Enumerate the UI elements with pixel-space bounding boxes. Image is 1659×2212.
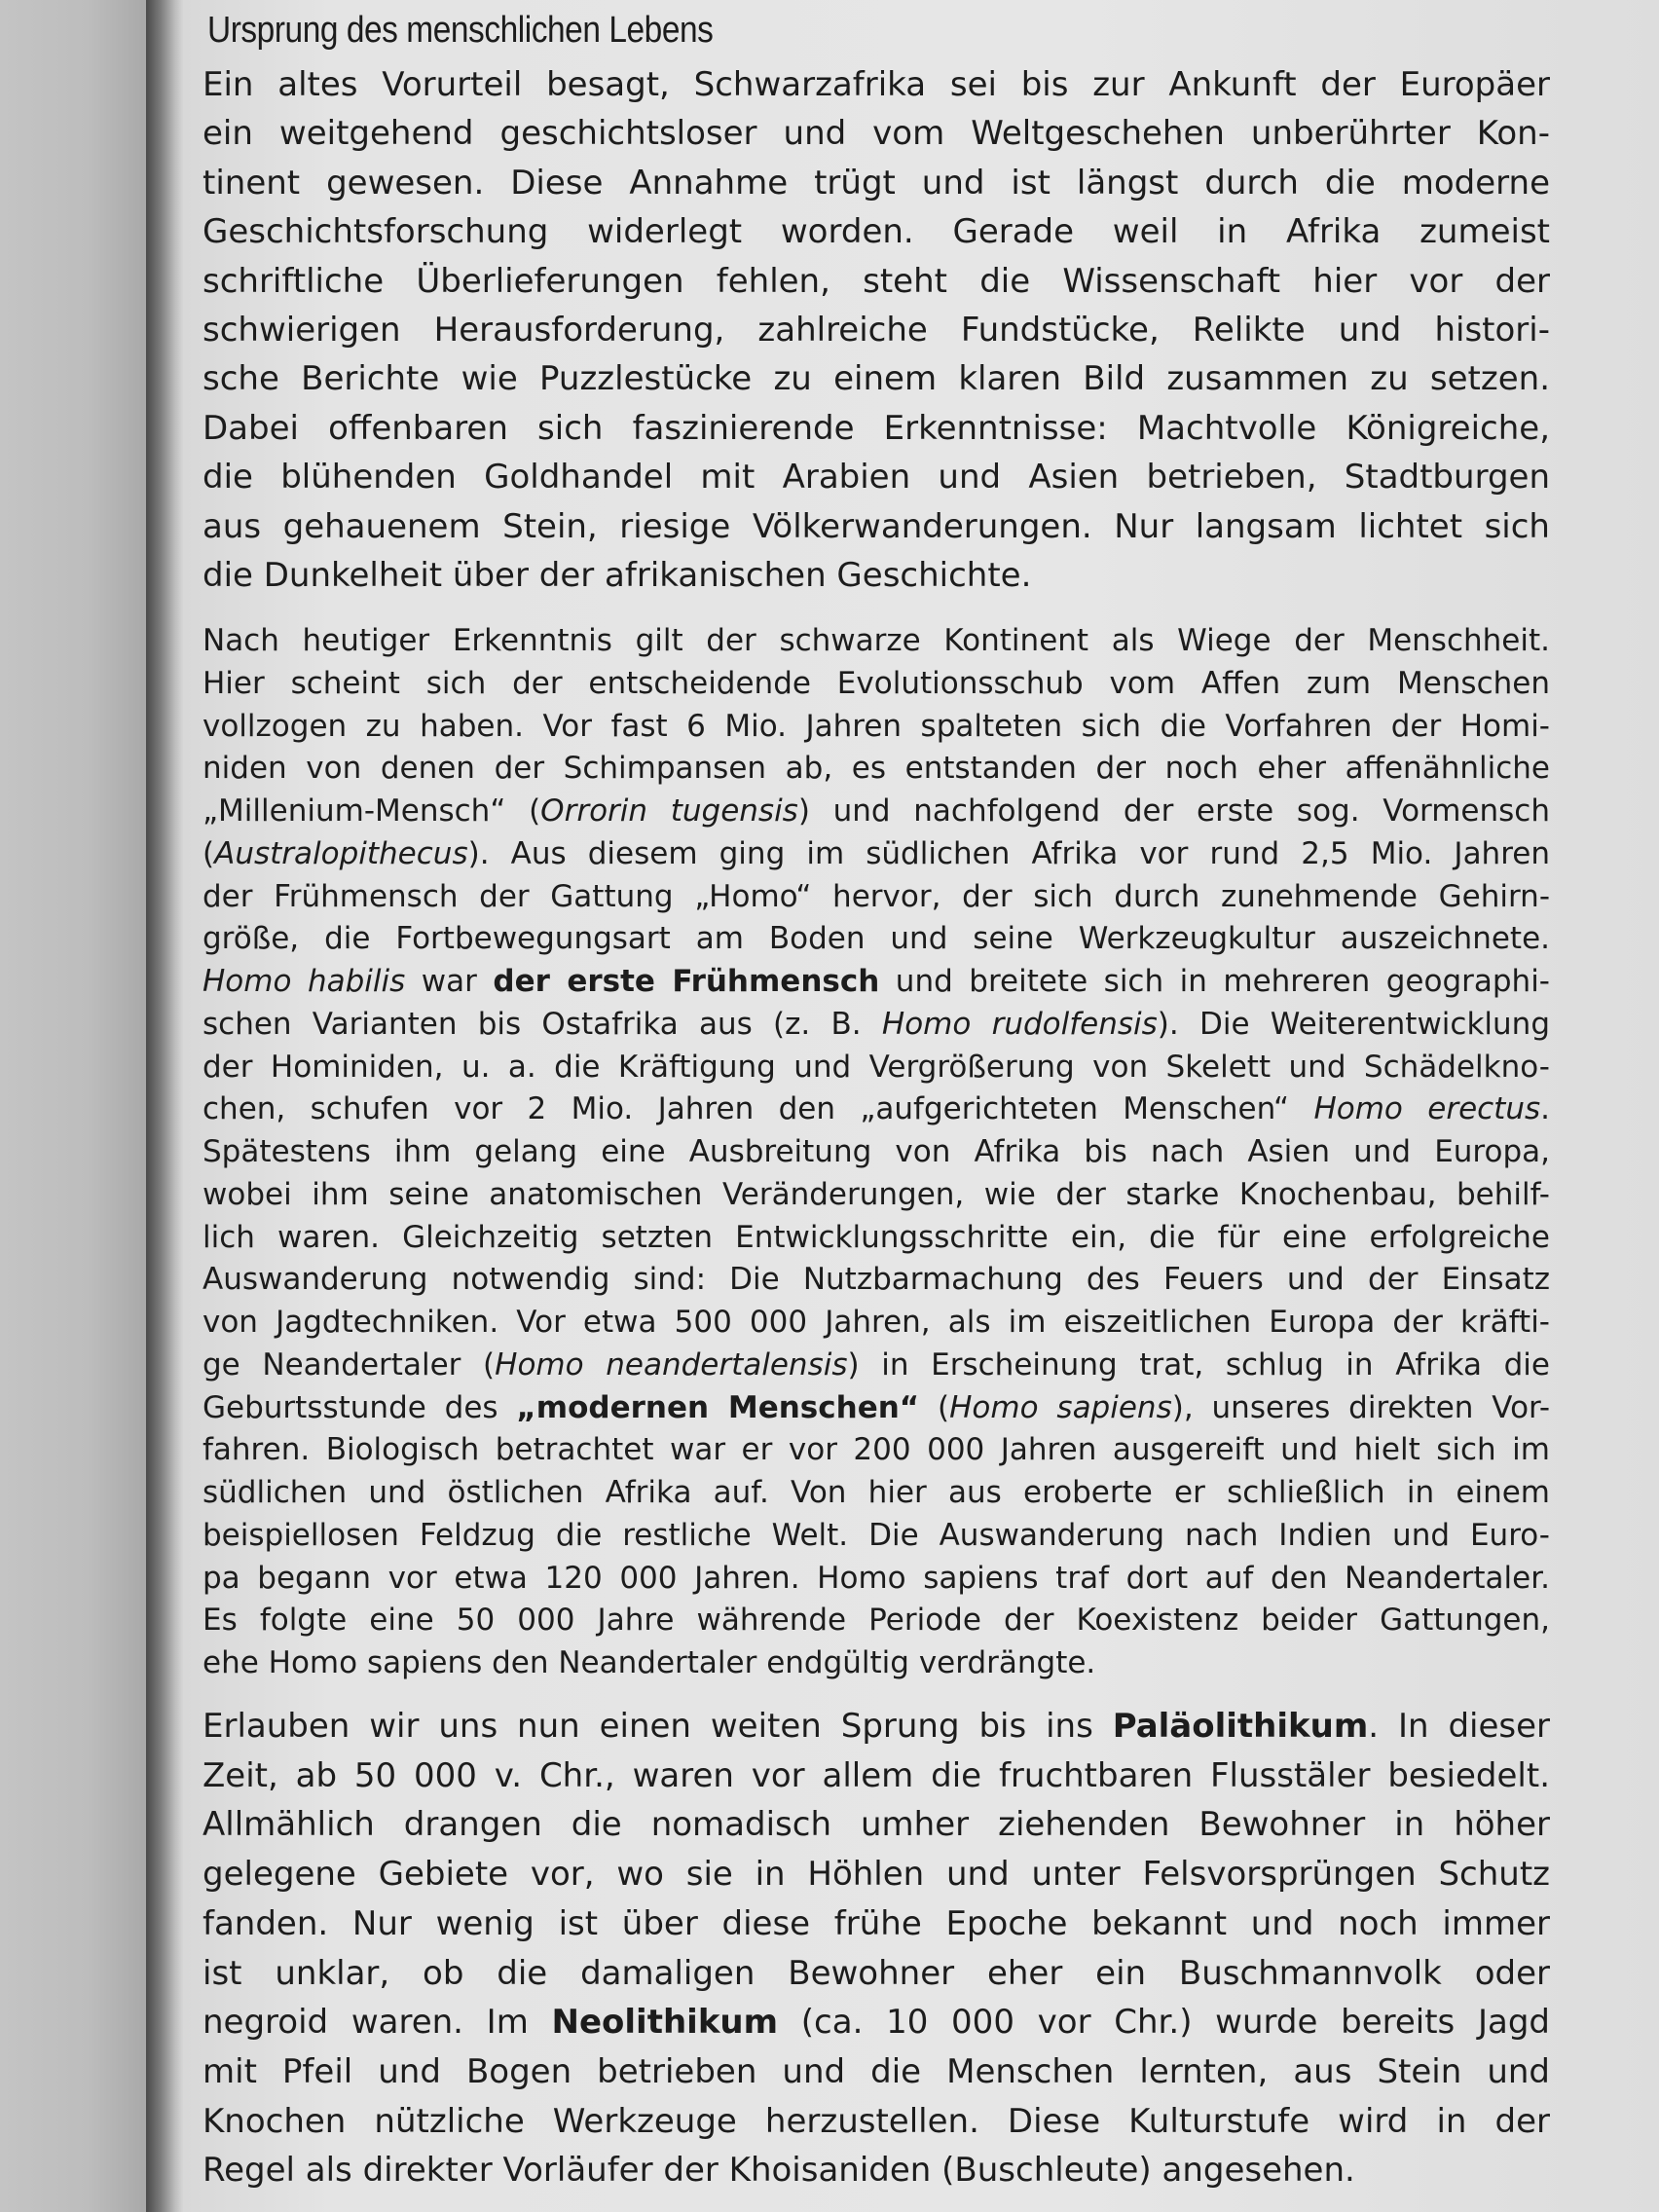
text-run: Nach heutiger Erkenntnis gilt der schwarze Kontinent als Wiege der Menschheit. xyxy=(203,623,1550,658)
text-run: ein weitgehend geschichtsloser und vom Weltgeschehen unberührter Kon- xyxy=(203,114,1550,154)
text-run: war xyxy=(405,964,494,999)
text-run: Erlauben wir uns nun einen weiten Sprung bis ins xyxy=(203,1707,1113,1746)
text-run: . In dieser xyxy=(1368,1707,1550,1746)
text-line xyxy=(203,1302,1550,1345)
text-line xyxy=(203,1472,1550,1515)
text-run: tinent gewesen. Diese Annahme trügt und ist längst durch die moderne xyxy=(203,163,1550,203)
text-line xyxy=(203,1345,1550,1387)
text-line xyxy=(203,1088,1550,1131)
text-line xyxy=(203,876,1550,919)
text-run: südlichen und östlichen Afrika auf. Von hier aus eroberte er schließlich in einem xyxy=(203,1475,1550,1510)
text-run: gelegene Gebiete vor, wo sie in Höhlen und unter Felsvorsprüngen Schutz xyxy=(203,1855,1550,1895)
bold-term: Neolithikum xyxy=(551,2003,779,2043)
text-line xyxy=(203,620,1550,663)
text-line xyxy=(203,1850,1550,1899)
text-line xyxy=(203,453,1550,501)
text-run: niden von denen der Schimpansen ab, es entstanden der noch eher affenähnliche xyxy=(203,751,1550,787)
text-line xyxy=(203,1429,1550,1472)
text-run: größe, die Fortbewegungsart am Boden und seine Werkzeugkultur auszeichnete. xyxy=(203,921,1550,957)
text-run: schriftliche Überlieferungen fehlen, steht die Wissenschaft hier vor der xyxy=(203,261,1550,301)
text-line xyxy=(203,663,1550,706)
text-line xyxy=(203,791,1550,833)
text-line xyxy=(203,502,1550,551)
text-run: ( xyxy=(919,1389,950,1425)
text-run: Ein altes Vorurteil besagt, Schwarzafrika sei bis zur Ankunft der Europäer xyxy=(203,65,1550,104)
text-run: Regel als direkter Vorläufer der Khoisaniden (Buschleute) angesehen. xyxy=(203,2151,1355,2191)
text-run: ( xyxy=(203,835,215,871)
italic-term: Orrorin tugensis xyxy=(540,793,798,829)
text-run: beispiellosen Feldzug die restliche Welt. Die Auswanderung nach Indien und Euro- xyxy=(203,1517,1550,1553)
italic-term: Homo rudolfensis xyxy=(881,1006,1158,1042)
text-run: ist unklar, ob die damaligen Bewohner eher ein Buschmannvolk oder xyxy=(203,1953,1550,1993)
italic-term: Australopithecus xyxy=(214,835,468,871)
text-run: der Frühmensch der Gattung „Homo“ hervor, der sich durch zunehmende Gehirn- xyxy=(203,878,1550,914)
text-run: schwierigen Herausforderung, zahlreiche Fundstücke, Relikte und histori- xyxy=(203,311,1550,350)
italic-term: Homo habilis xyxy=(203,964,406,999)
text-line xyxy=(203,2097,1550,2147)
text-line xyxy=(203,404,1550,453)
text-line xyxy=(203,2047,1550,2097)
text-line xyxy=(203,1131,1550,1174)
text-line xyxy=(203,354,1550,403)
text-run: negroid waren. Im xyxy=(203,2003,552,2043)
text-run: chen, schufen vor 2 Mio. Jahren den „aufgerichteten Menschen“ xyxy=(203,1091,1314,1127)
text-line xyxy=(203,1600,1550,1642)
text-line xyxy=(203,1702,1550,1751)
text-run: ), unseres direkten Vor- xyxy=(1171,1389,1550,1425)
text-line xyxy=(203,748,1550,791)
text-run: wobei ihm seine anatomischen Veränderungen, wie der starke Knochenbau, behilf- xyxy=(203,1176,1550,1212)
text-line xyxy=(203,706,1550,749)
text-run: ) in Erscheinung trat, schlug in Afrika die xyxy=(847,1346,1550,1382)
text-run: der Hominiden, u. a. die Kräftigung und Vergrößerung von Skelett und Schädelkno- xyxy=(203,1049,1550,1085)
text-line xyxy=(203,2146,1550,2195)
text-run: die Dunkelheit über der afrikanischen Geschichte. xyxy=(203,556,1032,596)
text-run: Zeit, ab 50 000 v. Chr., waren vor allem die fruchtbaren Flusstäler besiedelt. xyxy=(203,1755,1550,1795)
text-run: schen Varianten bis Ostafrika aus (z. B. xyxy=(203,1006,882,1042)
text-line xyxy=(203,551,1550,600)
paragraph-intro xyxy=(203,60,1550,600)
text-line xyxy=(203,1751,1550,1801)
text-line xyxy=(203,1899,1550,1949)
text-run: fahren. Biologisch betrachtet war er vor 200 000 Jahren ausgereift und hielt sich im xyxy=(203,1432,1550,1468)
section-heading: Ursprung des menschlichen Lebens xyxy=(207,10,714,51)
text-run: Geschichtsforschung widerlegt worden. Gerade weil in Afrika zumeist xyxy=(203,212,1550,252)
text-run: und breitete sich in mehreren geographi- xyxy=(879,964,1550,999)
text-line xyxy=(203,109,1550,158)
text-run: „Millenium-Mensch“ ( xyxy=(203,793,541,829)
text-run: sche Berichte wie Puzzlestücke zu einem klaren Bild zusammen zu setzen. xyxy=(203,359,1550,399)
text-run: vollzogen zu haben. Vor fast 6 Mio. Jahren spalteten sich die Vorfahren der Homi- xyxy=(203,708,1550,744)
text-run: Spätestens ihm gelang eine Ausbreitung von Afrika bis nach Asien und Europa, xyxy=(203,1134,1550,1169)
text-run: ) und nachfolgend der erste sog. Vormensch xyxy=(797,793,1550,829)
text-line xyxy=(203,1174,1550,1217)
bold-term: Paläolithikum xyxy=(1112,1707,1369,1746)
text-line xyxy=(203,1642,1550,1685)
text-run: ). Aus diesem ging im südlichen Afrika vor rund 2,5 Mio. Jahren xyxy=(467,835,1550,871)
text-run: Dabei offenbaren sich faszinierende Erkenntnisse: Machtvolle Königreiche, xyxy=(203,408,1550,448)
text-line xyxy=(203,1387,1550,1430)
text-run: Knochen nützliche Werkzeuge herzustellen. Diese Kulturstufe wird in der xyxy=(203,2101,1550,2141)
text-run: Allmählich drangen die nomadisch umher ziehenden Bewohner in höher xyxy=(203,1805,1550,1845)
text-run: mit Pfeil und Bogen betrieben und die Menschen lernten, aus Stein und xyxy=(203,2051,1550,2091)
text-line xyxy=(203,1004,1550,1047)
left-page-margin xyxy=(0,0,146,2212)
text-line xyxy=(203,207,1550,256)
text-run: ). Die Weiterentwicklung xyxy=(1157,1006,1550,1042)
text-run: aus gehauenem Stein, riesige Völkerwanderungen. Nur langsam lichtet sich xyxy=(203,506,1550,546)
text-run: (ca. 10 000 vor Chr.) wurde bereits Jagd xyxy=(778,2003,1550,2043)
text-run: Es folgte eine 50 000 Jahre währende Periode der Koexistenz beider Gattungen, xyxy=(203,1603,1550,1639)
text-run: pa begann vor etwa 120 000 Jahren. Homo sapiens traf dort auf den Neandertaler. xyxy=(203,1560,1550,1596)
text-line xyxy=(203,918,1550,961)
text-line xyxy=(203,306,1550,354)
bold-term: „modernen Menschen“ xyxy=(516,1389,920,1425)
text-run: Hier scheint sich der entscheidende Evolutionsschub vom Affen zum Menschen xyxy=(203,665,1550,701)
text-run: die blühenden Goldhandel mit Arabien und Asien betrieben, Stadtburgen xyxy=(203,458,1550,498)
text-line xyxy=(203,1558,1550,1601)
text-line xyxy=(203,1949,1550,1999)
italic-term: Homo sapiens xyxy=(949,1389,1172,1425)
paragraph-paleolithic xyxy=(203,1702,1550,2195)
text-line xyxy=(203,1217,1550,1260)
text-run: fanden. Nur wenig ist über diese frühe Epoche bekannt und noch immer xyxy=(203,1903,1550,1943)
text-line xyxy=(203,1800,1550,1850)
text-line xyxy=(203,1259,1550,1302)
text-run: . xyxy=(1540,1091,1550,1127)
book-gutter-shadow xyxy=(146,0,183,2212)
text-line xyxy=(203,833,1550,876)
italic-term: Homo erectus xyxy=(1313,1091,1541,1127)
text-line xyxy=(203,1998,1550,2047)
text-run: von Jagdtechniken. Vor etwa 500 000 Jahren, als im eiszeitlichen Europa der kräfti- xyxy=(203,1305,1550,1340)
text-line xyxy=(203,60,1550,109)
text-run: lich waren. Gleichzeitig setzten Entwicklungsschritte ein, die für eine erfolgreiche xyxy=(203,1219,1550,1255)
text-line xyxy=(203,1515,1550,1558)
bold-term: der erste Frühmensch xyxy=(493,964,880,999)
italic-term: Homo neandertalensis xyxy=(495,1346,848,1382)
text-run: Geburtsstunde des xyxy=(203,1389,517,1425)
text-line xyxy=(203,159,1550,207)
text-run: ge Neandertaler ( xyxy=(203,1346,496,1382)
text-line xyxy=(203,961,1550,1004)
text-run: Auswanderung notwendig sind: Die Nutzbarmachung des Feuers und der Einsatz xyxy=(203,1262,1550,1298)
text-line xyxy=(203,257,1550,306)
text-line xyxy=(203,1047,1550,1089)
text-run: ehe Homo sapiens den Neandertaler endgültig verdrängte. xyxy=(203,1645,1096,1680)
paragraph-evolution xyxy=(203,620,1550,1685)
